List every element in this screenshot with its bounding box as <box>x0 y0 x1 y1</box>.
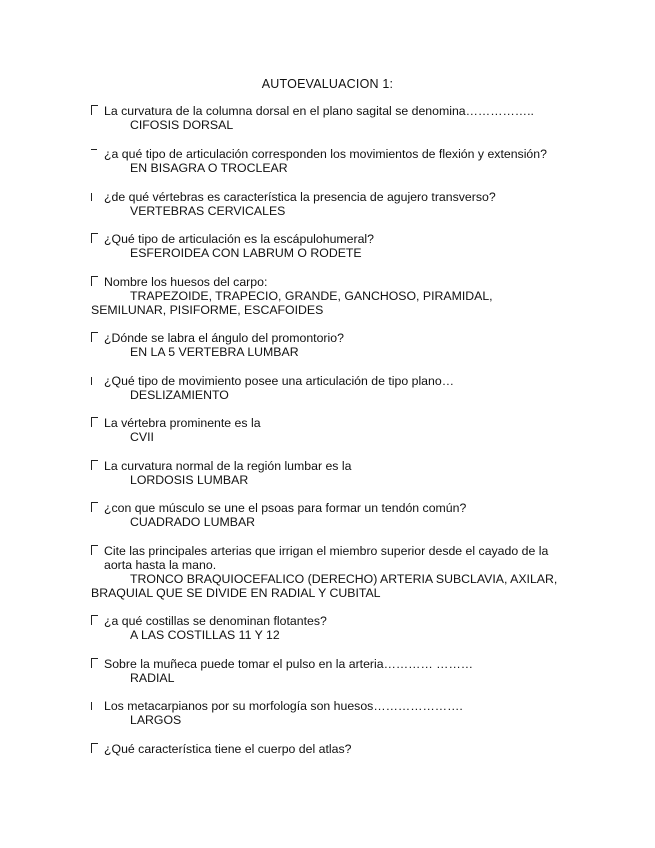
checkbox-bullet-icon <box>91 332 98 342</box>
answer-text: CVII <box>130 430 154 444</box>
checkbox-bullet-icon <box>91 105 98 115</box>
question-text: La curvatura normal de la región lumbar es la <box>91 459 571 473</box>
answer-text: ESFEROIDEA CON LABRUM O RODETE <box>130 246 362 260</box>
answer-text: EN BISAGRA O TROCLEAR <box>130 161 288 175</box>
question-text: La curvatura de la columna dorsal en el plano sagital se denomina…………….. <box>91 104 571 118</box>
answer-text: DESLIZAMIENTO <box>130 388 229 402</box>
question-text: ¿Qué tipo de articulación es la escápulohumeral? <box>91 232 571 246</box>
question-text: La vértebra prominente es la <box>91 416 571 430</box>
question-text: Sobre la muñeca puede tomar el pulso en la arteria………… ……… <box>91 657 571 671</box>
answer-text: RADIAL <box>130 671 175 685</box>
checkbox-bullet-icon <box>91 149 97 150</box>
question-text: ¿con que músculo se une el psoas para formar un tendón común? <box>91 501 571 515</box>
checkbox-bullet-icon <box>91 702 92 710</box>
answer-text: TRONCO BRAQUIOCEFALICO (DERECHO) ARTERIA SUBCLAVIA, AXILAR, BRAQUIAL QUE SE DIVIDE EN RADIAL Y CUBITAL <box>91 572 558 600</box>
answer-text: TRAPEZOIDE, TRAPECIO, GRANDE, GANCHOSO, PIRAMIDAL, SEMILUNAR, PISIFORME, ESCAFOIDES <box>91 289 493 317</box>
checkbox-bullet-icon <box>91 377 92 385</box>
answer-text: CUADRADO LUMBAR <box>130 515 256 529</box>
checkbox-bullet-icon <box>91 276 98 286</box>
answer-text: LARGOS <box>130 713 182 727</box>
answer-text: LORDOSIS LUMBAR <box>130 473 249 487</box>
answer-text: A LAS COSTILLAS 11 Y 12 <box>130 628 280 642</box>
question-item-13 <box>91 657 571 685</box>
question-item-3 <box>91 190 571 218</box>
document-title: AUTOEVALUACION 1: <box>261 77 394 91</box>
checkbox-bullet-icon <box>91 502 98 512</box>
question-text: ¿Qué característica tiene el cuerpo del atlas? <box>91 742 571 756</box>
answer-text: CIFOSIS DORSAL <box>130 118 234 132</box>
question-text: Nombre los huesos del carpo: <box>91 275 571 289</box>
question-item-9 <box>91 459 571 487</box>
question-item-15 <box>91 742 571 756</box>
question-item-7 <box>91 374 571 402</box>
question-item-1 <box>91 104 571 132</box>
checkbox-bullet-icon <box>91 460 98 470</box>
question-item-14 <box>91 699 571 727</box>
checkbox-bullet-icon <box>91 743 98 753</box>
checkbox-bullet-icon <box>91 545 98 555</box>
question-text: ¿a qué costillas se denominan flotantes? <box>91 614 571 628</box>
checkbox-bullet-icon <box>91 233 98 243</box>
question-item-4 <box>91 232 571 260</box>
question-text: Cite las principales arterias que irrigan el miembro superior desde el cayado de la aorta hasta la mano. <box>91 544 571 572</box>
answer-text: EN LA 5 VERTEBRA LUMBAR <box>130 345 299 359</box>
question-item-5 <box>91 275 571 317</box>
checkbox-bullet-icon <box>91 615 98 625</box>
question-text: ¿de qué vértebras es característica la presencia de agujero transverso? <box>91 190 571 204</box>
question-item-6 <box>91 331 571 359</box>
question-text: ¿a qué tipo de articulación corresponden los movimientos de flexión y extensión? <box>91 147 571 161</box>
question-item-8 <box>91 416 571 444</box>
checkbox-bullet-icon <box>91 658 98 668</box>
question-text: Los metacarpianos por su morfología son huesos…………………. <box>91 699 571 713</box>
checkbox-bullet-icon <box>91 417 98 427</box>
answer-text: VERTEBRAS CERVICALES <box>130 204 286 218</box>
question-item-10 <box>91 501 571 529</box>
question-text: ¿Dónde se labra el ángulo del promontorio? <box>91 331 571 345</box>
question-item-12 <box>91 614 571 642</box>
question-text: ¿Qué tipo de movimiento posee una articulación de tipo plano… <box>91 374 571 388</box>
question-item-11 <box>91 544 571 600</box>
question-item-2 <box>91 147 571 175</box>
checkbox-bullet-icon <box>91 193 92 201</box>
